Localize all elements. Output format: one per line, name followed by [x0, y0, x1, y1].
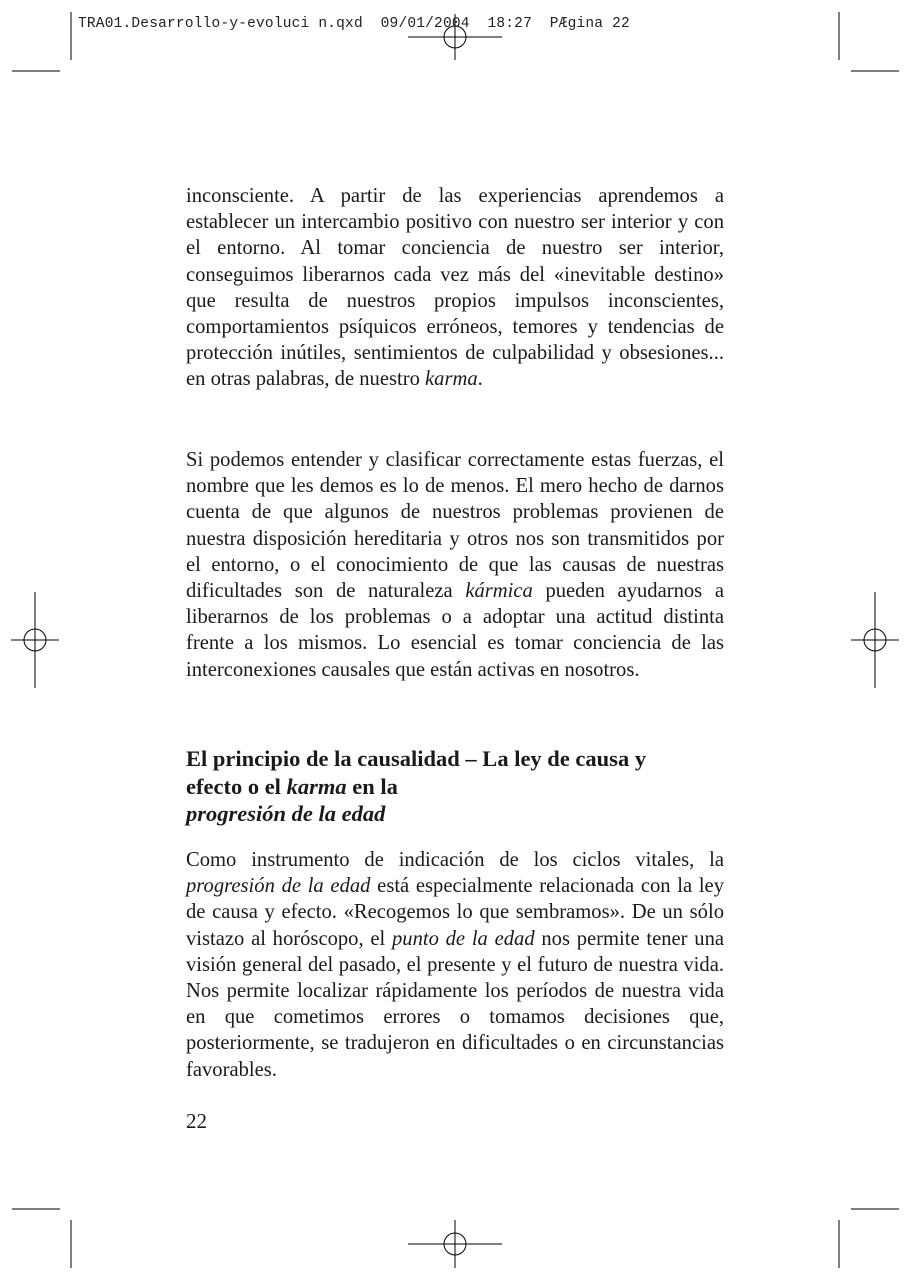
- paragraph-1-text: inconsciente. A partir de las experiencias aprendemos a establecer un intercambio positivo con nuestro ser interior y con el entorno. Al tomar conciencia de nuestro ser interior, conseguimos liberarnos cada vez más del «inevitable destino» que resulta de nuestros propios impulsos inconscientes, comportamientos psíquicos erróneos, temores y tendencias de protección inútiles, sentimientos de culpabilidad y obsesiones... en otras palabras, de nuestro: [186, 185, 724, 391]
- heading-italic-b: progresión de la edad: [186, 801, 386, 826]
- slug-line: TRA01.Desarrollo-y-evoluci n.qxd 09/01/2004 18:27 PÆgina 22: [78, 16, 630, 32]
- heading-italic-a: karma: [286, 773, 347, 799]
- paragraph-3-italic-a: progresión de la edad: [186, 875, 371, 898]
- paragraph-1: [186, 183, 724, 393]
- paragraph-3-part-b: está especialmente relacionada con la ley de causa y efecto. «Recogemos lo que sembramos». De un sólo vistazo al horóscopo, el: [186, 875, 724, 950]
- paragraph-3-part-c: nos permite tener una visión general del pasado, el presente y el futuro de nuestra vida. Nos permite localizar rápidamente los períodos de nuestra vida en que cometimos errores o tomamos decisiones que, posteriormente, se tradujeron en dificultades o en circunstancias favorables.: [186, 927, 725, 1081]
- paragraph-3-part-a: Como instrumento de indicación de los ciclos vitales, la: [186, 849, 724, 871]
- section-heading: [186, 745, 706, 828]
- paragraph-3-italic-b: punto de la edad: [391, 927, 535, 950]
- registration-mark-right: [851, 592, 899, 688]
- heading-part-a: El principio de la causalidad – La ley de causa y efecto o el: [186, 746, 647, 799]
- paragraph-2: [186, 447, 724, 683]
- paragraph-2-part-b: pueden ayudarnos a liberarnos de los problemas o a adoptar una actitud distinta frente a los mismos. Lo esencial es tomar conciencia de las interconexiones causales que están activas en nosotros.: [186, 580, 724, 681]
- page-number: 22: [186, 1109, 207, 1133]
- registration-mark-left: [11, 592, 59, 688]
- paragraph-1-tail: .: [477, 368, 483, 391]
- paragraph-2-italic: kármica: [465, 580, 533, 603]
- paragraph-2-part-a: Si podemos entender y clasificar correctamente estas fuerzas, el nombre que les demos es lo de menos. El mero hecho de darnos cuenta de que algunos de nuestros problemas provienen de nuestra disposición hereditaria y otros nos son transmitidos por el entorno, o el conocimiento de que las causas de nuestras dificultades son de naturaleza: [186, 449, 724, 603]
- paragraph-1-italic: karma: [425, 368, 478, 391]
- registration-mark-bottom: [408, 1220, 502, 1268]
- heading-part-b: en la: [346, 773, 398, 799]
- paragraph-3: [186, 847, 724, 1083]
